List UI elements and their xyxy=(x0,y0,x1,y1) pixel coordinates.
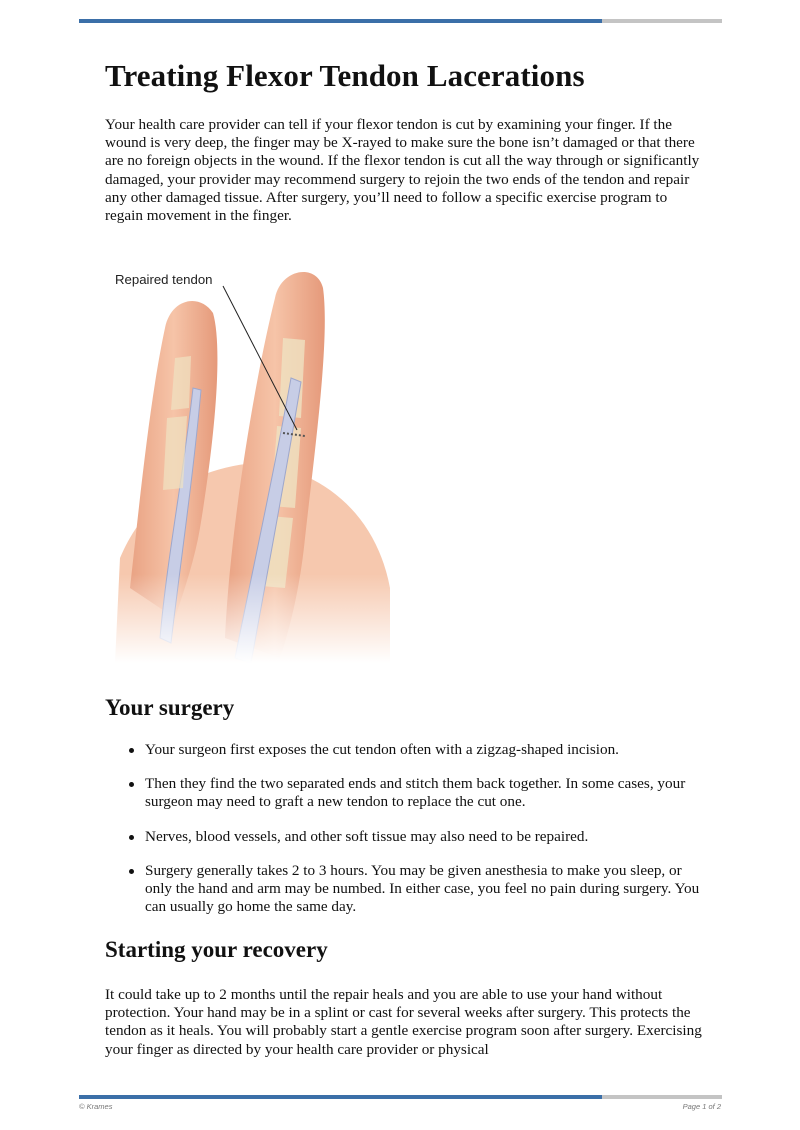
surgery-bullet: Nerves, blood vessels, and other soft tissue may also need to be repaired. xyxy=(105,828,705,846)
surgery-bullet: Then they find the two separated ends and stitch them back together. In some cases, your surgeon may need to graft a new tendon to replace the cut one. xyxy=(105,775,705,811)
page-title: Treating Flexor Tendon Lacerations xyxy=(105,58,585,93)
header-rule-accent xyxy=(79,19,602,23)
recovery-paragraph: It could take up to 2 months until the repair heals and you are able to use your hand without protection. Your hand may be in a splint or cast for several weeks after surgery. This protects the tendon as it heals. You will probably start a gentle exercise program soon after surgery. Exercising your finger as directed by your health care provider or physical xyxy=(105,986,702,1058)
header-rule xyxy=(79,19,722,23)
surgery-bullet: Surgery generally takes 2 to 3 hours. You may be given anesthesia to make you sleep, or only the hand and arm may be numbed. In either case, you feel no pain during surgery. You can usually go home the same day. xyxy=(105,862,705,917)
illustration-label: Repaired tendon xyxy=(115,272,213,287)
surgery-heading: Your surgery xyxy=(105,695,235,720)
recovery-heading: Starting your recovery xyxy=(105,937,328,962)
surgery-bullet: Your surgeon first exposes the cut tendon often with a zigzag-shaped incision. xyxy=(105,741,705,759)
footer-copyright: © Krames xyxy=(79,1102,113,1111)
surgery-bullet-list xyxy=(105,741,705,932)
footer-rule xyxy=(79,1095,722,1099)
footer-page-number: Page 1 of 2 xyxy=(682,1102,721,1111)
intro-paragraph: Your health care provider can tell if your flexor tendon is cut by examining your finger. If the wound is very deep, the finger may be X-rayed to make sure the bone isn’t damaged or that there are no foreign objects in the wound. If the flexor tendon is cut all the way through or significantly damaged, your provider may recommend surgery to rejoin the two ends of the tendon and repair any other damaged tissue. After surgery, you’ll need to follow a specific exercise program to regain movement in the finger. xyxy=(105,116,700,225)
footer-rule-accent xyxy=(79,1095,602,1099)
finger-tendon-illustration xyxy=(105,258,405,663)
